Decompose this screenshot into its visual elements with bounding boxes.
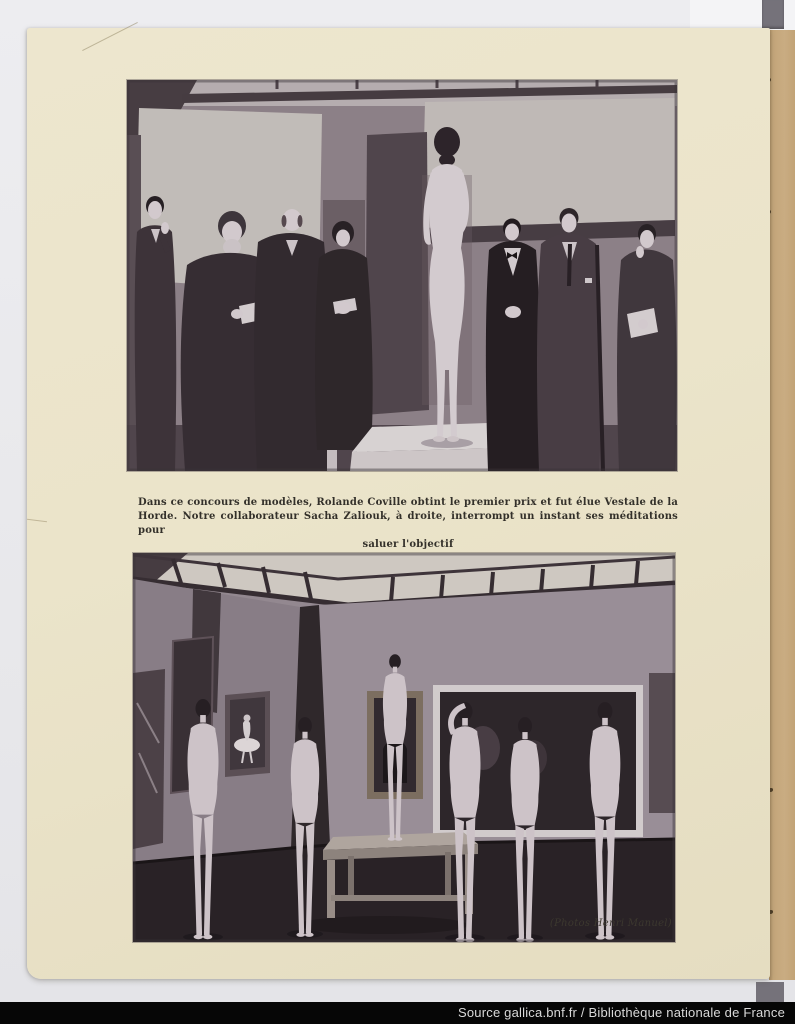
caption-line: Horde. Notre collaborateur Sacha Zaliouk, à droite, interrompt un instant ses méditations pour <box>138 511 678 536</box>
source-text: Source gallica.bnf.fr / Bibliothèque nationale de France <box>457 1005 785 1020</box>
photo-credit: (Photos Henri Manuel) <box>549 918 672 929</box>
paper-crease <box>82 22 138 51</box>
scanner-clamp-top <box>762 0 784 29</box>
caption-line: saluer l'objectif <box>362 539 454 550</box>
photo-caption <box>138 496 678 552</box>
gallery-photo-illustration <box>133 553 675 942</box>
jury-photo-illustration <box>127 80 677 471</box>
magazine-page <box>27 28 770 979</box>
photo-jury-models <box>127 80 677 471</box>
source-bar <box>0 1002 795 1024</box>
caption-line: Dans ce concours de modèles, Rolande Coville obtint le premier prix et fut élue Vestale de la <box>138 497 678 508</box>
binding-strip <box>769 30 795 980</box>
paper-flaw <box>27 519 47 522</box>
scanner-clamp-bottom <box>756 982 784 1003</box>
photo-models-gallery <box>133 553 675 942</box>
